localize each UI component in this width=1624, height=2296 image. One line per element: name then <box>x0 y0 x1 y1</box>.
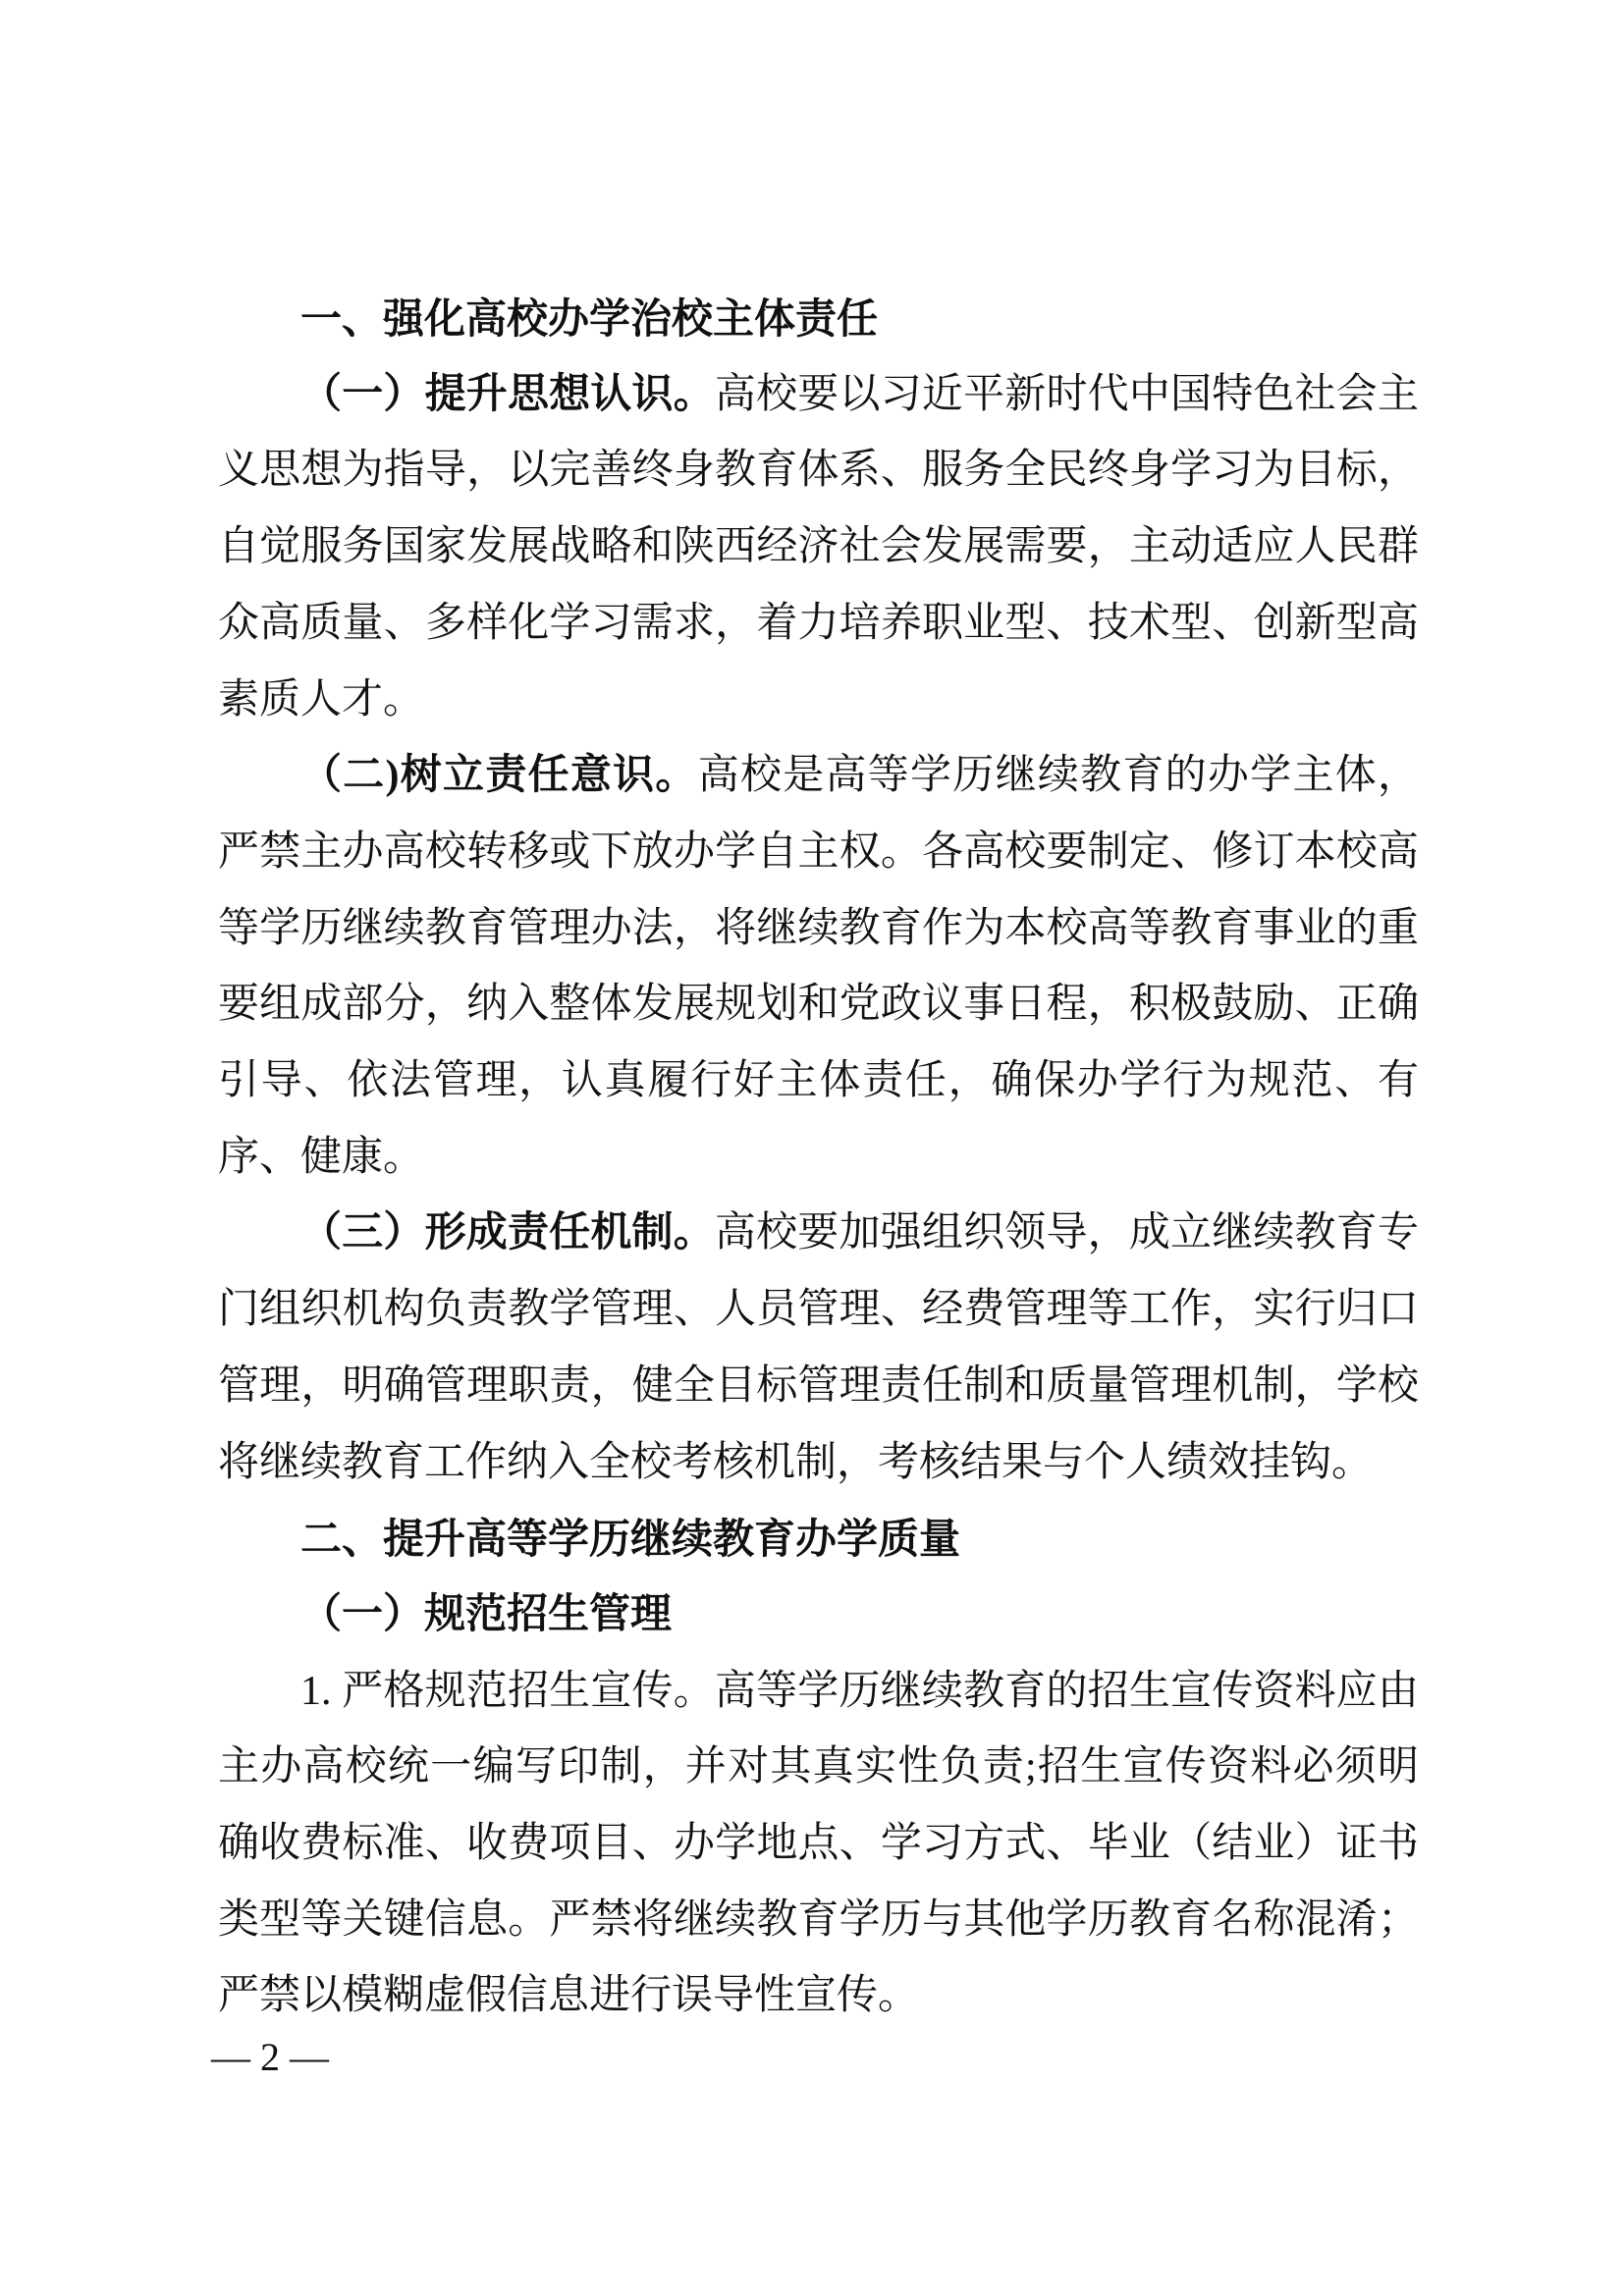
paragraph-text: 高等学历继续教育的招生宣传资料应由主办高校统一编写印制，并对其真实性负责;招生宣传资料必须明确收费标准、收费项目、办学地点、学习方式、毕业（结业）证书类型等关键信息。严禁将继续教育学历与其他学历教育名称混淆；严禁以模糊虚假信息进行误导性宣传。 <box>218 1668 1419 2019</box>
paragraph-thought-awareness <box>218 357 1419 739</box>
paragraph-lead-bold: （二)树立责任意识。 <box>300 753 698 799</box>
paragraph-lead-numbered: 1. 严格规范招生宣传。 <box>300 1668 715 1714</box>
page-number: — 2 — <box>211 2035 329 2079</box>
subsection-heading-enrollment: （一）规范招生管理 <box>300 1591 673 1637</box>
paragraph-lead-bold: （一）提升思想认识。 <box>300 371 715 417</box>
section-heading-two: 二、提升高等学历继续教育办学质量 <box>300 1516 961 1563</box>
paragraph-lead-bold: （三）形成责任机制。 <box>300 1210 715 1256</box>
paragraph-responsibility-awareness <box>218 738 1419 1196</box>
paragraph-text: 高校要以习近平新时代中国特色社会主义思想为指导，以完善终身教育体系、服务全民终身学习为目标，自觉服务国家发展战略和陕西经济社会发展需要，主动适应人民群众高质量、多样化学习需求，着力培养职业型、技术型、创新型高素质人才。 <box>218 371 1419 722</box>
document-body <box>218 281 1419 2035</box>
paragraph-enrollment-promotion <box>218 1654 1419 2036</box>
paragraph-responsibility-mechanism <box>218 1196 1419 1501</box>
section-heading-one: 一、强化高校办学治校主体责任 <box>300 295 879 342</box>
paragraph-text: 高校要加强组织领导，成立继续教育专门组织机构负责教学管理、人员管理、经费管理等工作，实行归口管理，明确管理职责，健全目标管理责任制和质量管理机制，学校将继续教育工作纳入全校考核机制，考核结果与个人绩效挂钩。 <box>218 1210 1419 1485</box>
paragraph-text: 高校是高等学历继续教育的办学主体，严禁主办高校转移或下放办学自主权。各高校要制定、修订本校高等学历继续教育管理办法，将继续教育作为本校高等教育事业的重要组成部分，纳入整体发展规划和党政议事日程，积极鼓励、正确引导、依法管理，认真履行好主体责任，确保办学行为规范、有序、健康。 <box>218 753 1419 1180</box>
